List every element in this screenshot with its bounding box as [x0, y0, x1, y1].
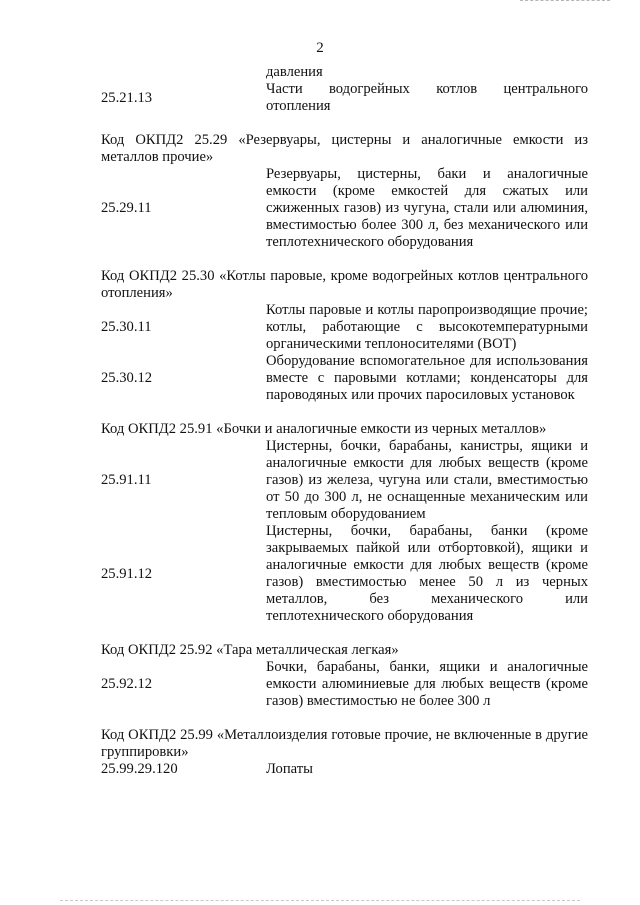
section-title: Код ОКПД2 25.29 «Резервуары, цистерны и аналогичные емкости из металлов прочие»: [101, 132, 588, 165]
section-title: Код ОКПД2 25.91 «Бочки и аналогичные емкости из черных металлов»: [101, 421, 547, 437]
item-description: давления: [266, 64, 323, 80]
item-description: Части водогрейных котлов центрального отопления: [266, 81, 588, 114]
okpd2-code: 25.99.29.120: [101, 761, 178, 777]
item-description: Котлы паровые и котлы паропроизводящие прочие; котлы, работающие с высокотемпературными органическими теплоносителями (ВОТ): [266, 302, 588, 352]
section-title: Код ОКПД2 25.99 «Металлоизделия готовые прочие, не включенные в другие группировки»: [101, 727, 588, 760]
classification-row: [101, 353, 588, 404]
document-body: [101, 64, 588, 778]
section-spacer: [101, 115, 588, 132]
section-spacer: [101, 625, 588, 642]
okpd2-code: 25.21.13: [101, 89, 153, 106]
classification-row: [101, 761, 588, 778]
classification-row: [101, 166, 588, 251]
okpd2-code: 25.91.12: [101, 565, 153, 582]
okpd2-code: 25.30.12: [101, 370, 153, 386]
scan-bottom-mark: [60, 899, 580, 901]
item-description: Резервуары, цистерны, баки и аналогичные емкости (кроме емкостей для сжатых или сжиженных газов) из чугуна, стали или алюминия, вместимостью более 300 л, без механического или теплотехнического оборудования: [266, 166, 588, 250]
item-description: Цистерны, бочки, барабаны, банки (кроме закрываемых пайкой или отбортовкой), ящики и аналогичные емкости для любых веществ (кроме газов) вместимостью менее 50 л из черных металлов, без механического или теплотехнического оборудования: [266, 523, 588, 624]
section-spacer: [101, 251, 588, 268]
section-title: Код ОКПД2 25.92 «Тара металлическая легкая»: [101, 642, 399, 658]
classification-row: [101, 64, 588, 81]
classification-row: [101, 523, 588, 625]
item-description: Бочки, барабаны, банки, ящики и аналогичные емкости алюминиевые для любых веществ (кроме газов) вместимостью не более 300 л: [266, 659, 588, 709]
classification-row: [101, 438, 588, 523]
item-description: Цистерны, бочки, барабаны, канистры, ящики и аналогичные емкости для любых веществ (кроме газов) из железа, чугуна или стали, вместимостью от 50 до 300 л, не оснащенные механическим или тепловым оборудованием: [266, 438, 588, 522]
okpd2-code: 25.29.11: [101, 200, 152, 216]
classification-row: [101, 659, 588, 710]
scan-top-mark: [520, 0, 610, 6]
okpd2-code: 25.30.11: [101, 319, 152, 335]
classification-row: [101, 81, 588, 115]
section-title: Код ОКПД2 25.30 «Котлы паровые, кроме водогрейных котлов центрального отопления»: [101, 268, 588, 301]
item-description: Лопаты: [266, 761, 313, 777]
item-description: Оборудование вспомогательное для использования вместе с паровыми котлами; конденсаторы для пароводяных или прочих паросиловых установок: [266, 353, 588, 403]
section-spacer: [101, 404, 588, 421]
classification-row: [101, 302, 588, 353]
page-number: 2: [316, 40, 324, 56]
okpd2-code: 25.92.12: [101, 676, 153, 692]
okpd2-code: 25.91.11: [101, 472, 152, 488]
section-spacer: [101, 710, 588, 727]
